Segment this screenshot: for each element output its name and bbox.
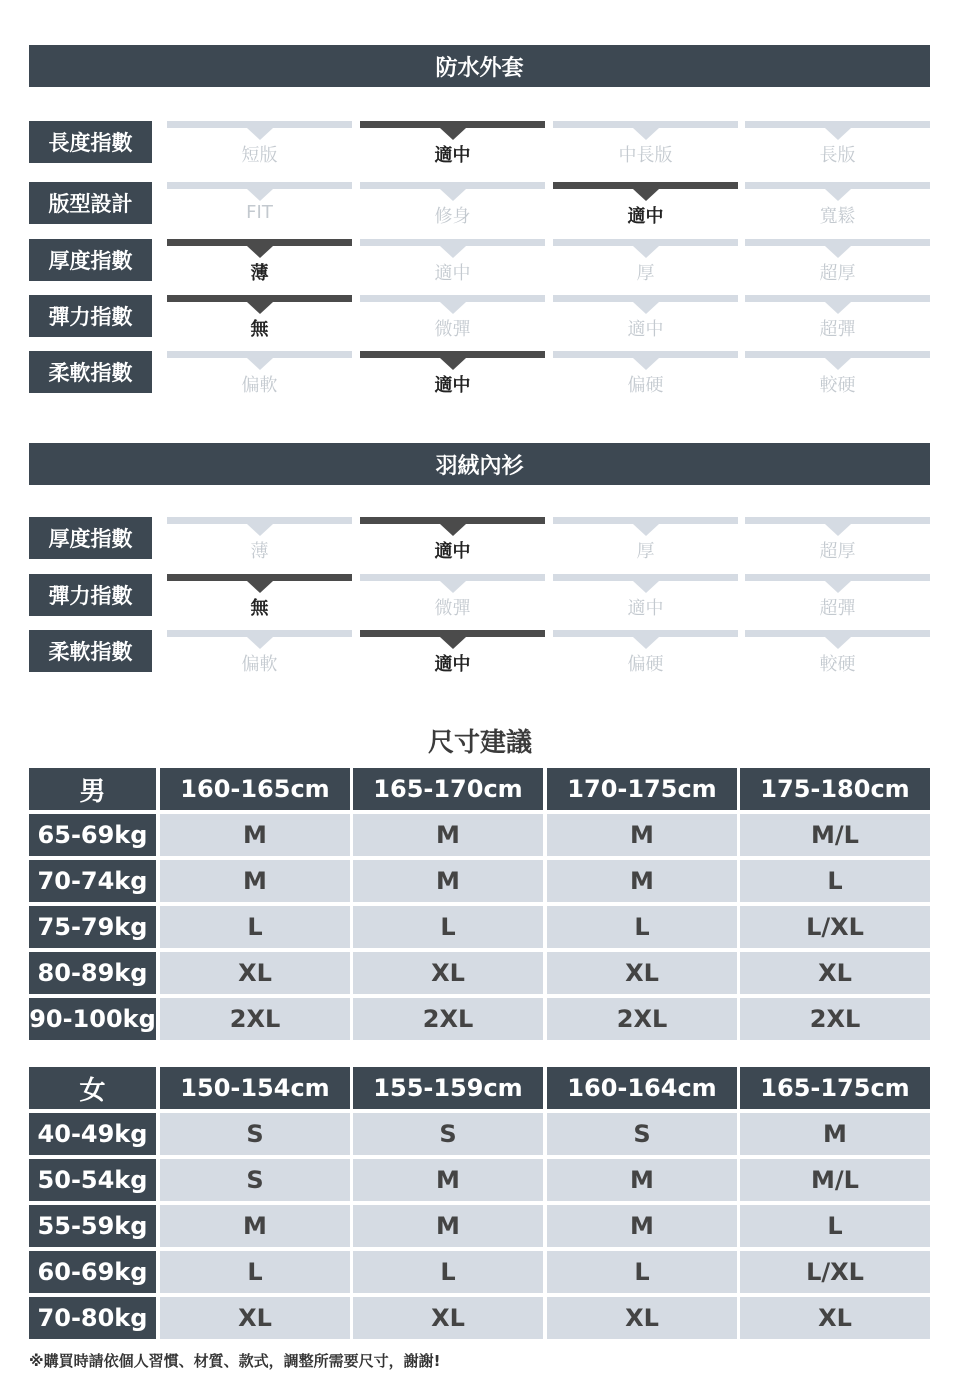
attribute-row [29,574,930,622]
indicator-pointer-icon [247,524,273,536]
indicator-pointer-icon [633,524,659,536]
size-cell: M [740,1113,930,1155]
indicator-pointer-icon [247,358,273,370]
section-title-bar: 防水外套 [29,45,930,87]
size-cell: L [547,1251,737,1293]
attribute-option-label: 適中 [434,145,471,166]
indicator-track [167,239,352,246]
size-cell: L [353,906,543,948]
attribute-option [745,351,930,399]
size-cell: S [160,1159,350,1201]
attribute-option [745,182,930,230]
attribute-option [360,574,545,622]
indicator-track [745,239,930,246]
attribute-row [29,517,930,565]
size-cell: L/XL [740,906,930,948]
size-cell: M [547,860,737,902]
indicator-pointer-icon [247,302,273,314]
size-cell: XL [740,952,930,994]
indicator-track [167,574,352,581]
attribute-option [745,121,930,169]
size-cell: M [160,814,350,856]
indicator-pointer-icon [440,637,466,649]
attribute-label: 厚度指數 [29,517,152,559]
attribute-option-label: 微彈 [434,319,471,340]
attribute-option [553,574,738,622]
indicator-pointer-icon [247,246,273,258]
size-cell: 2XL [160,998,350,1040]
indicator-track [745,351,930,358]
height-header: 150-154cm [160,1067,350,1109]
attribute-label: 厚度指數 [29,239,152,281]
size-cell: L [547,906,737,948]
attribute-option-label: 超彈 [819,319,856,340]
weight-label: 60-69kg [29,1251,156,1293]
attribute-option-label: 中長版 [618,145,673,166]
attribute-option-selected [167,574,352,622]
gender-label: 女 [29,1067,156,1109]
section-title-bar: 羽絨內衫 [29,443,930,485]
size-cell: L/XL [740,1251,930,1293]
attribute-option [553,121,738,169]
indicator-track [167,630,352,637]
indicator-track [553,630,738,637]
height-header: 165-175cm [740,1067,930,1109]
size-guide-title: 尺寸建議 [427,728,532,758]
indicator-track [553,239,738,246]
attribute-option-selected [553,182,738,230]
indicator-track [360,517,545,524]
indicator-pointer-icon [825,581,851,593]
attribute-option-label: 適中 [434,541,471,562]
indicator-track [360,239,545,246]
attribute-row [29,182,930,230]
size-cell: S [547,1113,737,1155]
indicator-track [553,295,738,302]
attribute-row [29,630,930,678]
attribute-option-label: 適中 [434,375,471,396]
attribute-option [553,517,738,565]
indicator-pointer-icon [633,246,659,258]
attribute-row [29,351,930,399]
attribute-row [29,239,930,287]
weight-label: 70-80kg [29,1297,156,1339]
attribute-option-label: 修身 [434,206,471,227]
indicator-pointer-icon [633,581,659,593]
attribute-option-label: 偏硬 [627,654,664,675]
size-cell: M [547,814,737,856]
attribute-option-selected [167,239,352,287]
attribute-option-label: 適中 [434,263,471,284]
weight-label: 90-100kg [29,998,156,1040]
attribute-option-label: 長版 [819,145,856,166]
attribute-option-label: 偏軟 [241,654,278,675]
indicator-pointer-icon [825,128,851,140]
weight-label: 65-69kg [29,814,156,856]
attribute-option-selected [360,121,545,169]
gender-label: 男 [29,768,156,810]
weight-label: 75-79kg [29,906,156,948]
footnote-text: ※購買時請依個人習慣、材質、款式，調整所需要尺寸，謝謝! [29,1352,441,1370]
attribute-option [553,295,738,343]
indicator-pointer-icon [825,302,851,314]
indicator-track [167,517,352,524]
attribute-label: 長度指數 [29,121,152,163]
indicator-pointer-icon [825,637,851,649]
indicator-pointer-icon [825,189,851,201]
size-cell: S [160,1113,350,1155]
indicator-pointer-icon [633,189,659,201]
attribute-label: 柔軟指數 [29,351,152,393]
attribute-option-label: 無 [250,319,269,340]
indicator-track [167,121,352,128]
attribute-option [745,574,930,622]
attribute-option-label: 寬鬆 [819,206,856,227]
attribute-option [745,517,930,565]
indicator-track [360,182,545,189]
attribute-option [167,121,352,169]
weight-label: 50-54kg [29,1159,156,1201]
indicator-track [167,295,352,302]
size-cell: S [353,1113,543,1155]
attribute-option [360,295,545,343]
size-cell: M [353,1159,543,1201]
height-header: 155-159cm [353,1067,543,1109]
attribute-label: 版型設計 [29,182,152,224]
indicator-pointer-icon [440,189,466,201]
indicator-track [553,121,738,128]
attribute-option [360,239,545,287]
indicator-track [745,574,930,581]
indicator-track [745,517,930,524]
indicator-track [745,630,930,637]
height-header: 165-170cm [353,768,543,810]
indicator-track [745,295,930,302]
weight-label: 40-49kg [29,1113,156,1155]
indicator-track [360,630,545,637]
attribute-option-label: 超彈 [819,598,856,619]
indicator-pointer-icon [247,128,273,140]
attribute-option [167,630,352,678]
attribute-option [745,630,930,678]
size-cell: M [160,860,350,902]
attribute-option [745,239,930,287]
indicator-pointer-icon [440,246,466,258]
indicator-track [167,182,352,189]
indicator-pointer-icon [247,189,273,201]
indicator-track [745,182,930,189]
size-cell: M [353,860,543,902]
height-header: 170-175cm [547,768,737,810]
attribute-option-label: 無 [250,598,269,619]
indicator-pointer-icon [825,246,851,258]
attribute-row [29,121,930,169]
indicator-pointer-icon [247,581,273,593]
attribute-option-label: 短版 [241,145,278,166]
indicator-pointer-icon [440,128,466,140]
indicator-pointer-icon [633,128,659,140]
attribute-option-selected [360,351,545,399]
indicator-track [167,351,352,358]
weight-label: 80-89kg [29,952,156,994]
size-cell: M/L [740,814,930,856]
attribute-option [167,351,352,399]
indicator-pointer-icon [440,524,466,536]
attribute-option [553,351,738,399]
indicator-track [553,182,738,189]
size-cell: 2XL [547,998,737,1040]
attribute-option-selected [360,630,545,678]
indicator-pointer-icon [633,358,659,370]
size-cell: L [740,1205,930,1247]
attribute-option [553,239,738,287]
size-cell: 2XL [353,998,543,1040]
attribute-option [167,182,352,230]
attribute-option [745,295,930,343]
indicator-track [553,351,738,358]
size-cell: M/L [740,1159,930,1201]
indicator-pointer-icon [633,302,659,314]
attribute-option-label: 較硬 [819,375,856,396]
indicator-pointer-icon [247,637,273,649]
size-cell: L [160,1251,350,1293]
attribute-option-label: 較硬 [819,654,856,675]
attribute-option [360,182,545,230]
attribute-option [167,517,352,565]
indicator-track [360,121,545,128]
indicator-track [553,574,738,581]
size-cell: M [353,814,543,856]
indicator-pointer-icon [825,524,851,536]
attribute-option-label: 適中 [434,654,471,675]
size-cell: XL [547,952,737,994]
attribute-option-label: 厚 [636,263,655,284]
size-cell: M [547,1205,737,1247]
indicator-track [360,574,545,581]
indicator-pointer-icon [440,302,466,314]
indicator-pointer-icon [825,358,851,370]
size-cell: M [353,1205,543,1247]
size-cell: 2XL [740,998,930,1040]
size-cell: XL [160,952,350,994]
size-cell: XL [740,1297,930,1339]
attribute-row [29,295,930,343]
weight-label: 55-59kg [29,1205,156,1247]
attribute-option-label: 偏硬 [627,375,664,396]
indicator-track [360,351,545,358]
size-cell: XL [160,1297,350,1339]
indicator-pointer-icon [440,358,466,370]
attribute-option-label: 薄 [250,263,269,284]
height-header: 160-164cm [547,1067,737,1109]
attribute-option-label: 厚 [636,541,655,562]
height-header: 160-165cm [160,768,350,810]
size-cell: XL [353,952,543,994]
attribute-option-label: FIT [246,202,273,223]
indicator-pointer-icon [633,637,659,649]
indicator-track [360,295,545,302]
attribute-option-label: 微彈 [434,598,471,619]
attribute-option-label: 偏軟 [241,375,278,396]
attribute-option-label: 薄 [250,541,269,562]
indicator-track [745,121,930,128]
size-cell: L [160,906,350,948]
size-cell: M [160,1205,350,1247]
attribute-option-label: 適中 [627,206,664,227]
attribute-label: 彈力指數 [29,574,152,616]
attribute-option-label: 適中 [627,598,664,619]
size-cell: L [353,1251,543,1293]
size-cell: L [740,860,930,902]
attribute-option-selected [360,517,545,565]
attribute-option-selected [167,295,352,343]
attribute-option-label: 適中 [627,319,664,340]
size-cell: XL [547,1297,737,1339]
height-header: 175-180cm [740,768,930,810]
size-cell: XL [353,1297,543,1339]
weight-label: 70-74kg [29,860,156,902]
indicator-track [553,517,738,524]
size-cell: M [547,1159,737,1201]
indicator-pointer-icon [440,581,466,593]
attribute-option-label: 超厚 [819,263,856,284]
attribute-label: 柔軟指數 [29,630,152,672]
attribute-option [553,630,738,678]
attribute-option-label: 超厚 [819,541,856,562]
attribute-label: 彈力指數 [29,295,152,337]
